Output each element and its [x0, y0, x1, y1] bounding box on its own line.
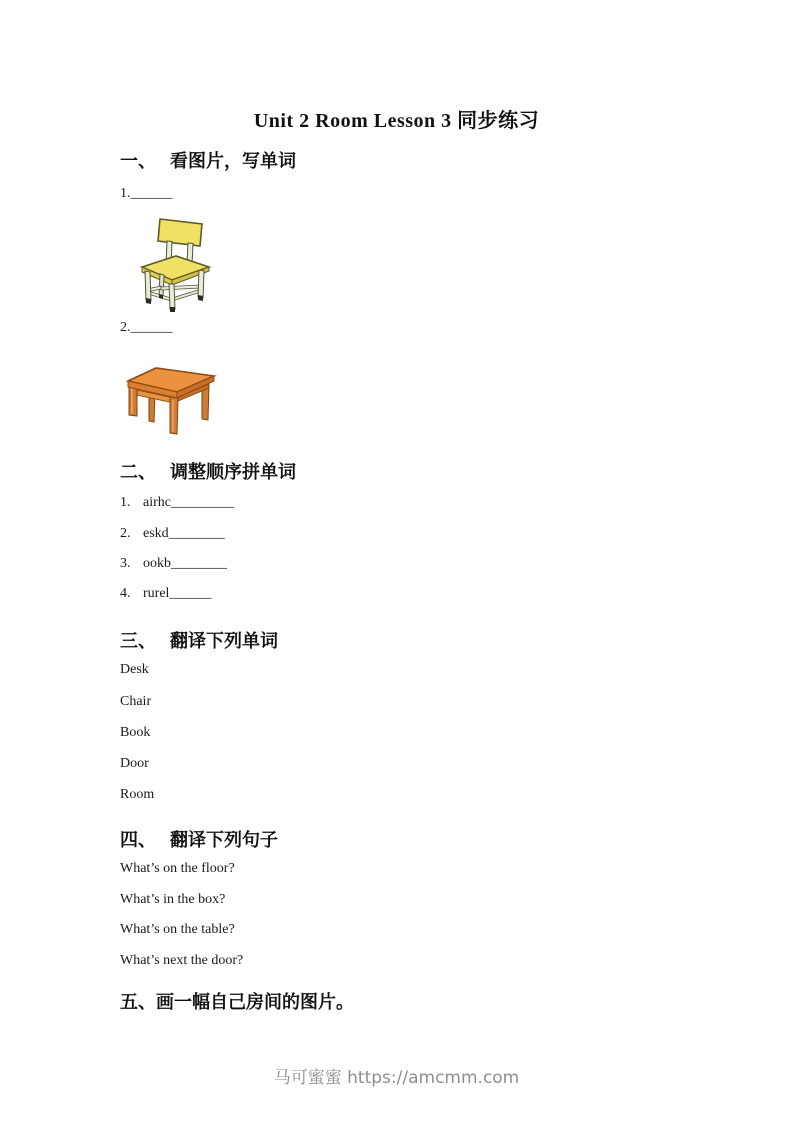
table-illustration — [125, 364, 217, 438]
translate-word-chair: Chair — [120, 694, 152, 709]
section-one-number: 一、 — [120, 151, 156, 171]
scramble-item-3-number: 3. — [120, 556, 131, 571]
scramble-item-3-text: ookb________ — [143, 556, 227, 571]
scramble-item-1-number: 1. — [120, 495, 131, 510]
section-four-heading — [120, 826, 278, 852]
section-three-heading — [120, 627, 278, 653]
picture-item-1-label: 1.______ — [120, 186, 173, 201]
scramble-item-1 — [120, 495, 234, 511]
chair-illustration — [136, 214, 216, 316]
translate-word-desk: Desk — [120, 662, 149, 677]
translate-sentence-4: What’s next the door? — [120, 953, 244, 968]
scramble-item-2 — [120, 526, 225, 542]
section-one-heading — [120, 147, 296, 173]
section-two-number: 二、 — [120, 462, 156, 482]
translate-word-room: Room — [120, 787, 155, 802]
page-title: Unit 2 Room Lesson 3 同步练习 — [253, 110, 540, 132]
scramble-item-3 — [120, 556, 227, 572]
section-three-number: 三、 — [120, 631, 156, 651]
section-five-heading — [120, 988, 354, 1014]
picture-item-2-label: 2.______ — [120, 320, 173, 335]
translate-word-book: Book — [120, 725, 151, 740]
section-five-title: 五、画一幅自己房间的图片。 — [120, 992, 354, 1012]
scramble-item-4-text: rurel______ — [143, 586, 212, 601]
footer-watermark: 马可蜜蜜 https://amcmm.com — [273, 1068, 520, 1088]
section-two-title: 调整顺序拼单词 — [170, 462, 296, 482]
scramble-item-4-number: 4. — [120, 586, 131, 601]
scramble-item-1-text: airhc_________ — [143, 495, 234, 510]
section-two-heading — [120, 458, 296, 484]
section-four-number: 四、 — [120, 830, 156, 850]
section-one-title: 看图片，写单词 — [170, 151, 296, 171]
translate-sentence-2: What’s in the box? — [120, 892, 226, 907]
section-four-title: 翻译下列句子 — [170, 830, 278, 850]
translate-word-door: Door — [120, 756, 149, 771]
scramble-item-2-text: eskd________ — [143, 526, 225, 541]
translate-sentence-3: What’s on the table? — [120, 922, 235, 937]
section-three-title: 翻译下列单词 — [170, 631, 278, 651]
translate-sentence-1: What’s on the floor? — [120, 861, 235, 876]
scramble-item-4 — [120, 586, 211, 602]
scramble-item-2-number: 2. — [120, 526, 131, 541]
